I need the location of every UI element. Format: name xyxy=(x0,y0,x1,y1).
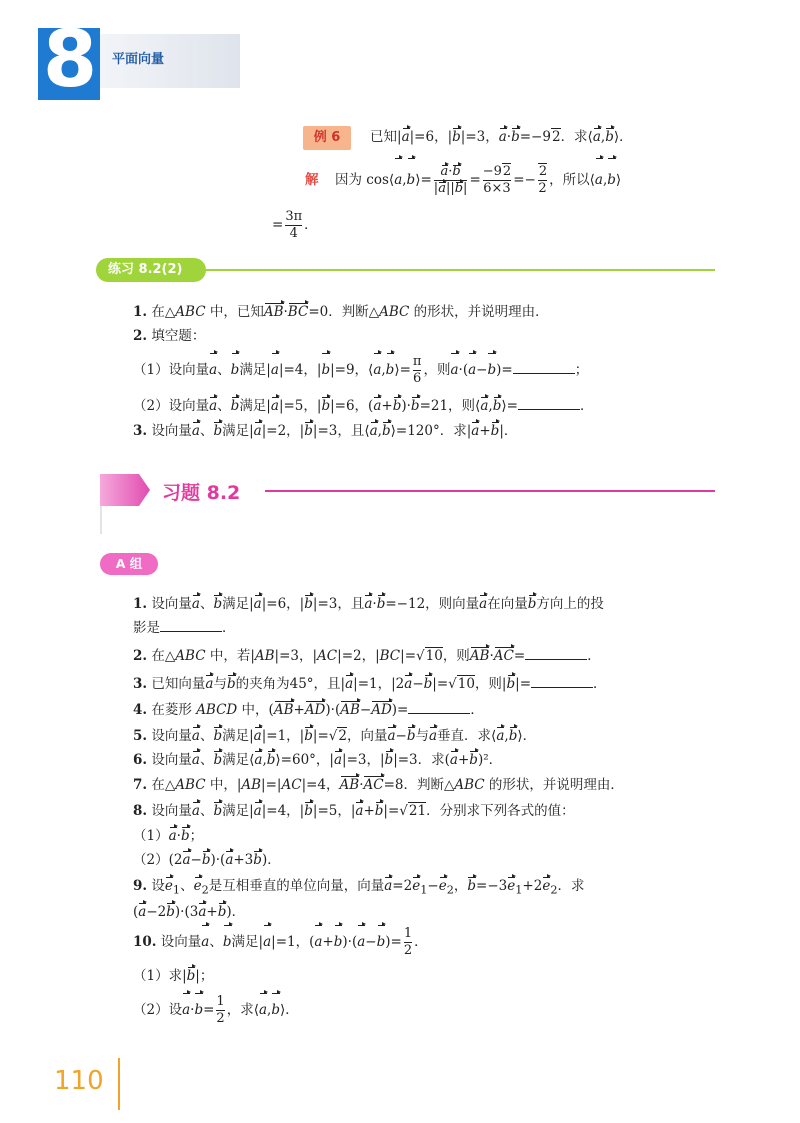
practice-item-2-1: （1）设向量a、b满足|a|=4，|b|=9，⟨a,b⟩= $\frac{\pi}{6}$ ，则a·(a−b)= ； xyxy=(133,354,589,386)
exercise-arrow-icon xyxy=(100,474,150,506)
page-number: 110 xyxy=(54,1066,104,1096)
exercise-item-2: 2. 在△ABC 中，若|AB|=3，|AC|=2，|BC|=√10，则AB·AC= ． xyxy=(133,648,601,664)
exercise-item-10-2: （2）设a·b= $\frac{1}{2}$ ，求⟨a,b⟩． xyxy=(133,994,299,1026)
practice-divider xyxy=(200,269,715,271)
solution-text: 因为 cos⟨a,b⟩= $\frac{a\cdot b}{|a||b|}$ = $\frac{-92}{6\times 3}$ =− $\frac{2}{2}$ ，所以⟨a,b⟩ xyxy=(335,157,621,203)
chapter-title: 平面向量 xyxy=(112,52,165,67)
practice-item-2: 2. 填空题： xyxy=(133,328,206,344)
exercise-item-9-cont: (a−2b)·(3a+b)． xyxy=(133,904,246,920)
exercise-item-8-2: （2）(2a−b)·(a+3b)． xyxy=(133,852,281,868)
exercise-item-10-1: （1）求|b|； xyxy=(133,968,214,984)
exercise-item-3: 3. 已知向量a与b的夹角为45°，且|a|=1，|2a−b|=√10，则|b|= ． xyxy=(133,676,607,692)
exercise-item-4: 4. 在菱形 ABCD 中，(AB+AD)·(AB−AD)= ． xyxy=(133,702,484,718)
exercise-item-10: 10. 设向量a、b满足|a|=1，(a+b)·(a−b)= $\frac{1}{2}$ ． xyxy=(133,926,428,958)
practice-title: 练习 8.2(2) xyxy=(96,258,206,282)
practice-item-2-2: （2）设向量a、b满足|a|=5，|b|=6，(a+b)·b=21，则⟨a,b⟩= ． xyxy=(133,398,594,414)
exercise-item-1: 1. 设向量a、b满足|a|=6，|b|=3，且a·b=−12，则向量a在向量b方向上的投 xyxy=(133,596,604,612)
exercise-item-5: 5. 设向量a、b满足|a|=1，|b|=√2，向量a−b与a垂直．求⟨a,b⟩． xyxy=(133,728,537,744)
exercise-title: 习题 8.2 xyxy=(162,482,241,504)
exercise-item-6: 6. 设向量a、b满足⟨a,b⟩=60°，|a|=3，|b|=3．求(a+b)²． xyxy=(133,752,503,768)
exercise-item-1-cont: 影是 ． xyxy=(133,620,236,636)
practice-item-1: 1. 在△ABC 中，已知AB·BC=0．判断△ABC 的形状，并说明理由． xyxy=(133,304,549,320)
exercise-item-8-1: （1）a·b； xyxy=(133,828,204,844)
solution-text-cont: = $\frac{3\pi}{4}$ ． xyxy=(272,209,318,241)
exercise-item-8: 8. 设向量a、b满足|a|=4，|b|=5，|a+b|=√21．分别求下列各式的值： xyxy=(133,803,575,819)
exercise-divider xyxy=(265,490,715,492)
practice-item-3: 3. 设向量a、b满足|a|=2，|b|=3，且⟨a,b⟩=120°．求|a+b|． xyxy=(133,423,518,439)
chapter-number: 8 xyxy=(42,15,98,105)
example-badge: 例 6 xyxy=(303,126,351,150)
solution-label: 解 xyxy=(305,172,319,188)
example-problem: 已知|a|=6，|b|=3，a·b=−92．求⟨a,b⟩． xyxy=(370,129,633,145)
page-number-bar xyxy=(118,1058,120,1110)
exercise-item-7: 7. 在△ABC 中，|AB|=|AC|=4，AB·AC=8．判断△ABC 的形状，并说明理由． xyxy=(133,777,624,793)
exercise-tail xyxy=(100,506,102,534)
group-label: A 组 xyxy=(100,553,158,575)
exercise-item-9: 9. 设$e_1$、$e_2$是互相垂直的单位向量，向量$a=2e_1-e_2$，$b=-3e_1+2e_2$．求 xyxy=(133,878,585,897)
